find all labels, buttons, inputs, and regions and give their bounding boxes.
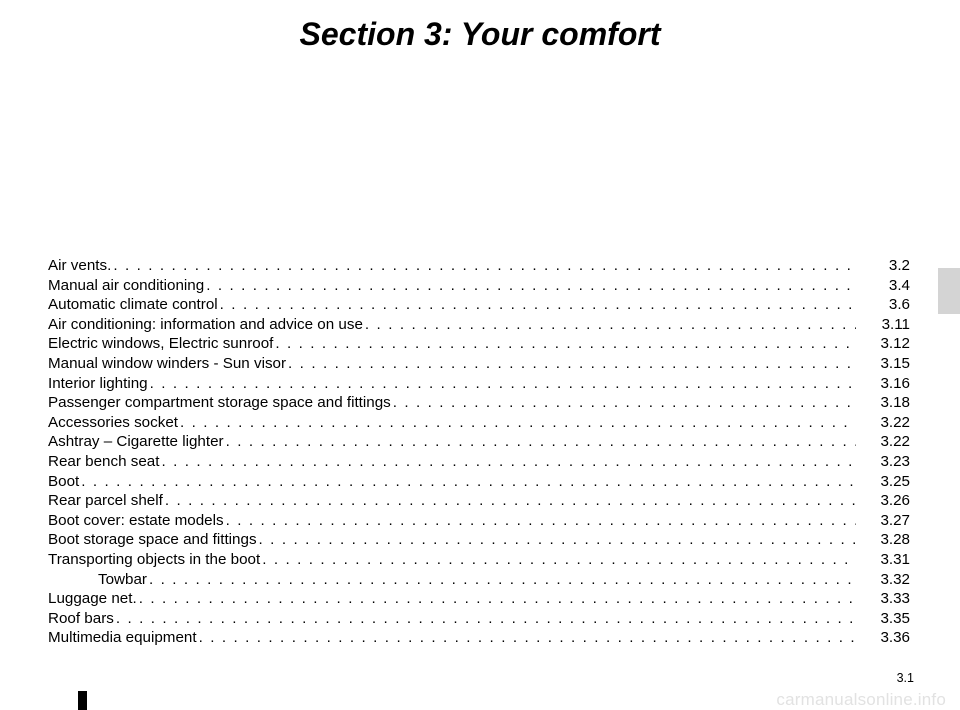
toc-entry-label: Boot cover: estate models xyxy=(48,511,224,529)
toc-entry xyxy=(48,530,910,550)
table-of-contents xyxy=(48,256,910,648)
page-number: 3.1 xyxy=(896,671,914,685)
toc-entry xyxy=(48,432,910,452)
toc-entry-label: Accessories socket xyxy=(48,413,178,431)
dot-leader xyxy=(178,413,856,433)
dot-leader xyxy=(224,432,856,452)
toc-entry-label: Boot xyxy=(48,472,80,490)
dot-leader xyxy=(111,256,856,276)
toc-entry-page: 3.22 xyxy=(880,433,910,451)
toc-entry-page: 3.23 xyxy=(880,452,910,470)
toc-entry-label: Manual window winders - Sun visor xyxy=(48,354,287,372)
dot-leader xyxy=(163,491,856,511)
toc-entry xyxy=(48,295,910,315)
watermark-text: carmanualsonline.info xyxy=(776,690,946,709)
section-tab-marker xyxy=(938,268,960,314)
dot-leader xyxy=(197,628,856,648)
section-title: Section 3: Your comfort xyxy=(299,16,661,52)
toc-entry-page: 3.18 xyxy=(880,394,910,412)
toc-entry xyxy=(48,315,910,335)
dot-leader xyxy=(218,295,856,315)
toc-entry xyxy=(48,589,910,609)
toc-entry-page: 3.12 xyxy=(880,335,910,353)
toc-entry-label: Manual air conditioning xyxy=(48,276,205,294)
toc-entry xyxy=(48,413,910,433)
toc-entry-page: 3.36 xyxy=(880,629,910,647)
dot-leader xyxy=(224,511,856,531)
dot-leader xyxy=(147,570,856,590)
toc-entry-label: Interior lighting xyxy=(48,374,148,392)
dot-leader xyxy=(391,393,856,413)
toc-entry xyxy=(48,374,910,394)
toc-entry-label: Towbar xyxy=(98,570,147,588)
dot-leader xyxy=(273,334,856,354)
toc-entry-label: Roof bars xyxy=(48,609,114,627)
toc-entry xyxy=(48,393,910,413)
toc-entry-label: Rear bench seat xyxy=(48,452,160,470)
toc-entry xyxy=(48,628,910,648)
toc-entry-label: Multimedia equipment xyxy=(48,629,197,647)
toc-subentry xyxy=(48,570,910,590)
toc-entry-page: 3.25 xyxy=(880,472,910,490)
toc-entry-page: 3.2 xyxy=(888,257,910,274)
print-corner-mark xyxy=(78,691,87,710)
dot-leader xyxy=(159,452,856,472)
dot-leader xyxy=(148,374,856,394)
toc-entry-page: 3.32 xyxy=(880,570,910,588)
toc-entry-page: 3.22 xyxy=(880,413,910,431)
toc-entry xyxy=(48,609,910,629)
toc-entry xyxy=(48,354,910,374)
toc-entry-page: 3.31 xyxy=(880,550,910,568)
toc-entry-page: 3.16 xyxy=(880,374,910,392)
dot-leader xyxy=(114,609,856,629)
toc-entry xyxy=(48,256,910,276)
toc-entry-label: Electric windows, Electric sunroof xyxy=(48,335,274,353)
toc-entry-page: 3.15 xyxy=(880,354,910,372)
toc-entry-label: Ashtray – Cigarette lighter xyxy=(48,433,224,451)
toc-entry-page: 3.11 xyxy=(881,315,910,333)
dot-leader xyxy=(286,354,856,374)
toc-entry xyxy=(48,491,910,511)
toc-entry xyxy=(48,472,910,492)
toc-entry-label: Automatic climate control xyxy=(48,296,218,314)
toc-entry xyxy=(48,452,910,472)
toc-entry-label: Rear parcel shelf xyxy=(48,492,163,510)
dot-leader xyxy=(137,589,856,609)
dot-leader xyxy=(79,472,856,492)
toc-entry xyxy=(48,511,910,531)
dot-leader xyxy=(257,530,856,550)
toc-entry-page: 3.33 xyxy=(880,590,910,608)
toc-entry-page: 3.26 xyxy=(880,492,910,510)
toc-entry-label: Passenger compartment storage space and fittings xyxy=(48,394,391,412)
toc-entry-page: 3.27 xyxy=(880,511,910,529)
toc-entry-label: Air vents. xyxy=(48,257,112,274)
toc-entry-page: 3.28 xyxy=(880,531,910,549)
toc-entry-page: 3.6 xyxy=(888,296,910,314)
dot-leader xyxy=(363,315,856,335)
dot-leader xyxy=(204,276,856,296)
toc-entry-page: 3.35 xyxy=(880,609,910,627)
toc-entry-label: Luggage net. xyxy=(48,590,137,608)
toc-entry-label: Air conditioning: information and advice on use xyxy=(48,315,363,333)
toc-entry xyxy=(48,334,910,354)
toc-entry-label: Transporting objects in the boot xyxy=(48,550,261,568)
toc-entry-page: 3.4 xyxy=(888,276,910,294)
dot-leader xyxy=(260,550,856,570)
toc-entry-label: Boot storage space and fittings xyxy=(48,531,257,549)
toc-entry xyxy=(48,276,910,296)
toc-entry xyxy=(48,550,910,570)
